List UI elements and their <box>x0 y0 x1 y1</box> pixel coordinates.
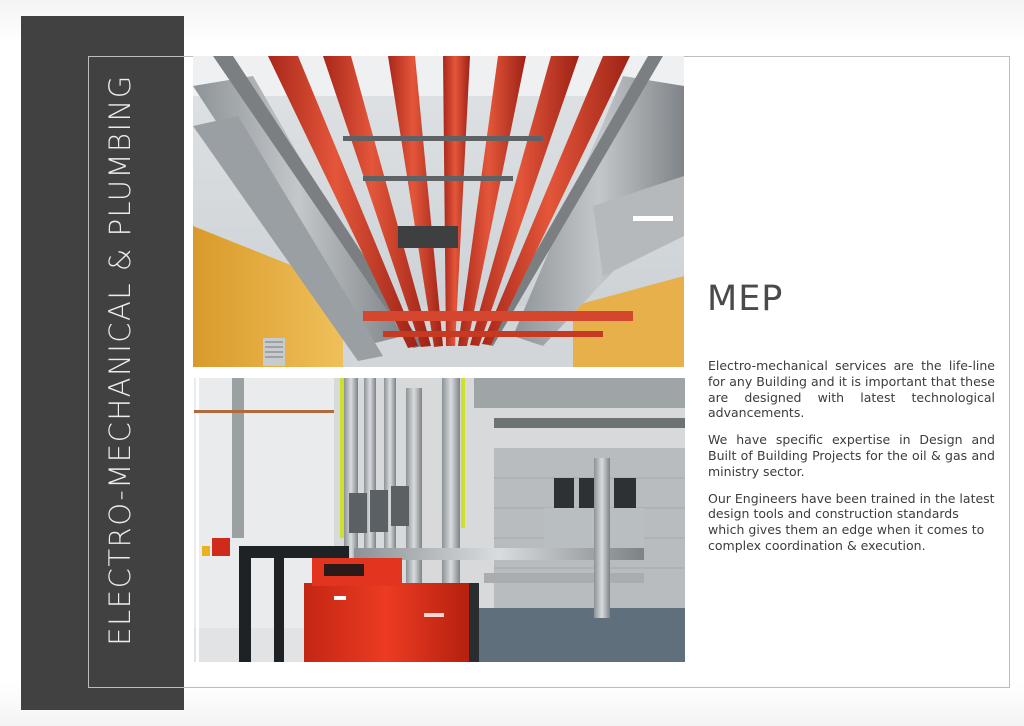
ceiling-pipes-photo <box>193 56 684 367</box>
ceiling-pipes-illustration <box>193 56 684 367</box>
paragraph-engineers: Our Engineers have been trained in the latest design tools and construction standards which gives them an edge when it comes to complex coordination & execution. <box>708 490 995 553</box>
section-title-vertical: ELECTRO-MECHANICAL & PLUMBING <box>103 74 137 646</box>
section-heading: MEP <box>707 279 784 319</box>
paragraph-intro: Electro-mechanical services are the life-line for any Building and it is important that these are designed with latest technological advancements. <box>708 358 995 421</box>
paragraph-expertise: We have specific expertise in Design and Built of Building Projects for the oil & gas and ministry sector. <box>708 432 995 479</box>
body-text <box>708 358 995 565</box>
plant-room-illustration <box>194 378 685 662</box>
plant-room-photo <box>194 378 685 662</box>
